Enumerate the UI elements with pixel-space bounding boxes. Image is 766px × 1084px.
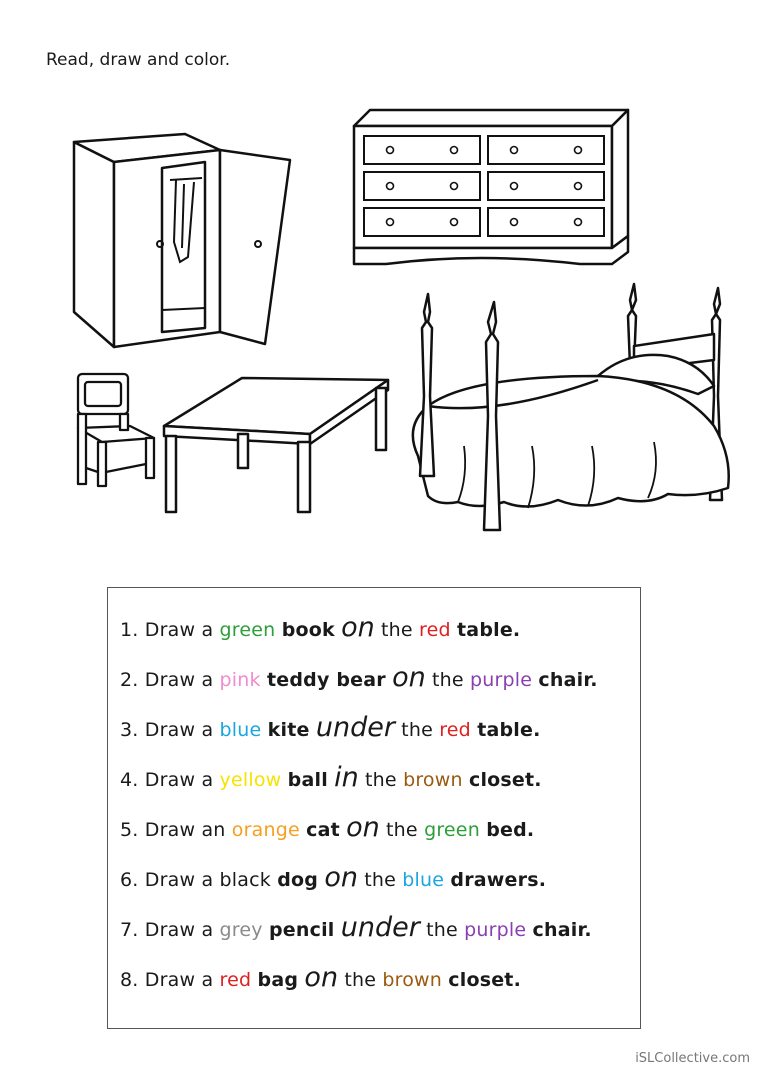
location-word: closet.: [448, 969, 521, 991]
location-color-word: brown: [382, 969, 443, 991]
object-word: pencil: [269, 919, 335, 941]
article-word: the: [365, 769, 397, 791]
preposition-word: on: [392, 662, 426, 693]
sentence-verb: Draw a: [144, 969, 214, 991]
article-word: the: [364, 869, 397, 891]
article-word: the: [401, 719, 433, 741]
object-word: bag: [257, 969, 299, 991]
location-color-word: red: [439, 719, 471, 741]
location-word: closet.: [468, 769, 542, 791]
sentence-3: [120, 712, 541, 743]
sentence-5: [120, 812, 534, 843]
sentence-verb: Draw an: [144, 819, 226, 841]
sentence-verb: Draw a: [144, 669, 214, 691]
sentence-1: [120, 612, 520, 643]
sentence-number: 7.: [120, 919, 139, 941]
sentence-2: [120, 662, 598, 693]
table-illustration: [160, 374, 392, 516]
sentence-number: 3.: [120, 719, 139, 741]
preposition-word: under: [315, 712, 395, 743]
preposition-word: on: [304, 962, 339, 993]
bed-illustration: [398, 276, 734, 536]
sentence-verb: Draw a: [144, 769, 214, 791]
instruction-heading: Read, draw and color.: [46, 50, 231, 70]
object-color-word: pink: [219, 669, 261, 691]
location-word: table.: [477, 719, 541, 741]
location-color-word: green: [424, 819, 480, 841]
location-color-word: red: [419, 619, 451, 641]
sentence-verb: Draw a: [144, 719, 214, 741]
drawers-illustration: [350, 106, 632, 268]
preposition-word: in: [334, 762, 359, 793]
location-color-word: brown: [403, 769, 463, 791]
object-color-word: green: [219, 619, 276, 641]
preposition-word: on: [341, 612, 375, 643]
preposition-word: on: [346, 812, 380, 843]
location-word: bed.: [486, 819, 535, 841]
object-color-word: red: [219, 969, 252, 991]
sentence-4: [120, 762, 542, 793]
sentence-8: [120, 962, 521, 993]
object-color-word: grey: [219, 919, 263, 941]
object-color-word: yellow: [219, 769, 282, 791]
sentences-box: [107, 587, 641, 1029]
object-color-word: black: [219, 869, 271, 891]
chair-illustration: [70, 368, 162, 490]
object-word: teddy bear: [266, 669, 386, 691]
sentence-verb: Draw a: [144, 919, 214, 941]
sentence-number: 1.: [120, 619, 139, 641]
sentence-verb: Draw a: [144, 869, 214, 891]
sentence-6: [120, 862, 546, 893]
object-word: cat: [306, 819, 340, 841]
footer-watermark: iSLCollective.com: [635, 1051, 750, 1066]
location-color-word: purple: [464, 919, 527, 941]
article-word: the: [426, 919, 458, 941]
object-word: book: [281, 619, 335, 641]
location-color-word: purple: [470, 669, 533, 691]
article-word: the: [344, 969, 377, 991]
object-color-word: orange: [231, 819, 300, 841]
sentence-7: [120, 912, 592, 943]
object-color-word: blue: [219, 719, 262, 741]
location-word: table.: [457, 619, 521, 641]
object-word: dog: [277, 869, 319, 891]
sentence-number: 8.: [120, 969, 139, 991]
closet-illustration: [70, 132, 295, 354]
sentence-number: 6.: [120, 869, 139, 891]
location-word: chair.: [532, 919, 592, 941]
object-word: ball: [287, 769, 328, 791]
sentence-number: 2.: [120, 669, 139, 691]
preposition-word: on: [324, 862, 358, 893]
sentence-verb: Draw a: [144, 619, 214, 641]
article-word: the: [431, 669, 464, 691]
sentence-number: 4.: [120, 769, 139, 791]
preposition-word: under: [340, 912, 420, 943]
location-word: drawers.: [450, 869, 547, 891]
location-color-word: blue: [402, 869, 445, 891]
sentence-number: 5.: [120, 819, 139, 841]
article-word: the: [386, 819, 418, 841]
article-word: the: [380, 619, 413, 641]
location-word: chair.: [538, 669, 598, 691]
object-word: kite: [267, 719, 310, 741]
